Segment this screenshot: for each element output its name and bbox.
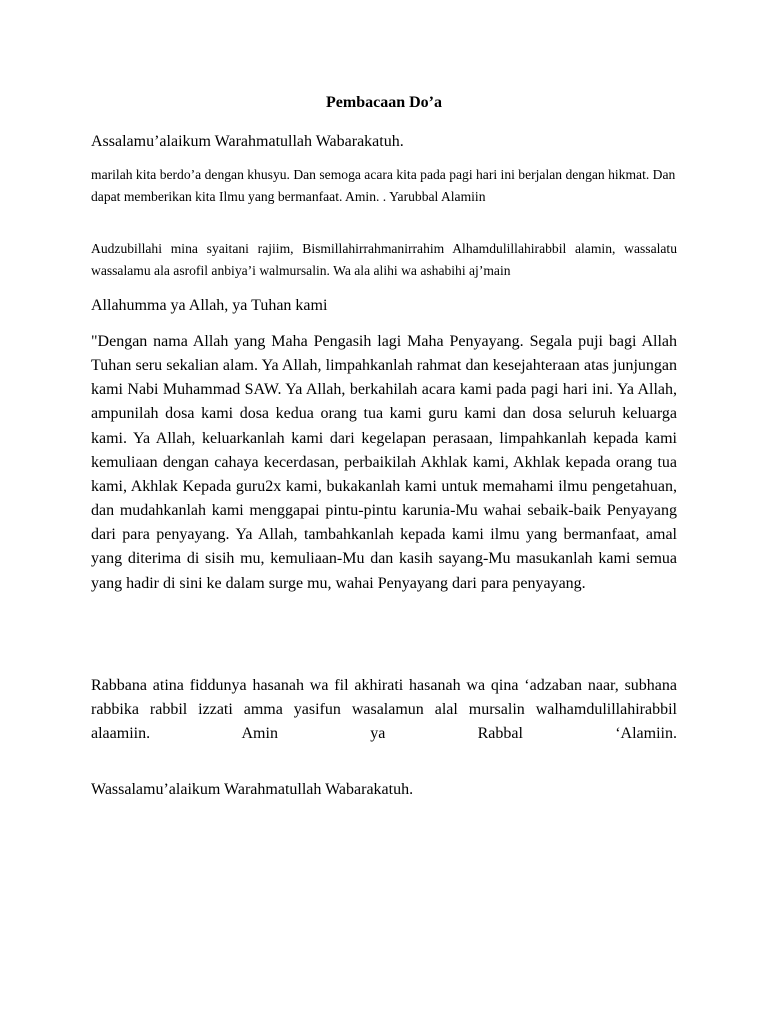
greeting-paragraph: Assalamu’alaikum Warahmatullah Wabarakatuh. [91,133,404,150]
document-title: Pembacaan Do’a [326,94,442,111]
closing-paragraph: Wassalamu’alaikum Warahmatullah Wabarakatuh. [91,781,414,798]
main-prayer-paragraph: "Dengan nama Allah yang Maha Pengasih lagi Maha Penyayang. Segala puji bagi Allah Tuhan seru sekalian alam. Ya Allah, limpahkanlah rahmat dan kesejahteraan atas junjungan kami Nabi Muhammad SAW. Ya Allah, berkahilah acara kami pada pagi hari ini. Ya Allah, ampunilah dosa kami dosa kedua orang tua kami guru kami dan dosa seluruh keluarga kami. Ya Allah, keluarkanlah kami dari kegelapan perasaan, limpahkanlah kepada kami kemuliaan dengan cahaya kecerdasan, perbaikilah Akhlak kami, Akhlak kepada orang tua kami, Akhlak Kepada guru2x kami, bukakanlah kami untuk memahami ilmu pengetahuan, dan mudahkanlah kami menggapai pintu-pintu karunia-Mu wahai sebaik-baik Penyayang dari para penyayang. Ya Allah, tambahkanlah kepada kami ilmu yang bermanfaat, amal yang diterima di sisih mu, kemuliaan-Mu dan kasih sayang-Mu masukanlah kami semua yang hadir di sini ke dalam surge mu, wahai Penyayang dari para penyayang. [91,333,677,592]
allahumma-paragraph: Allahumma ya Allah, ya Tuhan kami [91,297,328,314]
document-page [91,0,677,1024]
audzubillah-paragraph: Audzubillahi mina syaitani rajiim, Bismillahirrahmanirrahim Alhamdulillahirabbil alamin, wassalatu wassalamu ala asrofil anbiya’i walmursalin. Wa ala alihi wa ashabihi aj’main [91,241,677,278]
rabbana-paragraph: Rabbana atina fiddunya hasanah wa fil akhirati hasanah wa qina ‘adzaban naar, subhana rabbika rabbil izzati amma yasifun wasalamun alal mursalin walhamdulillahirabbil alaamiin. Amin ya Rabbal ‘Alamiin. [91,677,677,742]
intro-paragraph: marilah kita berdo’a dengan khusyu. Dan semoga acara kita pada pagi hari ini berjalan dengan hikmat. Dan dapat memberikan kita Ilmu yang bermanfaat. Amin. . Yarubbal Alamiin [91,167,676,204]
